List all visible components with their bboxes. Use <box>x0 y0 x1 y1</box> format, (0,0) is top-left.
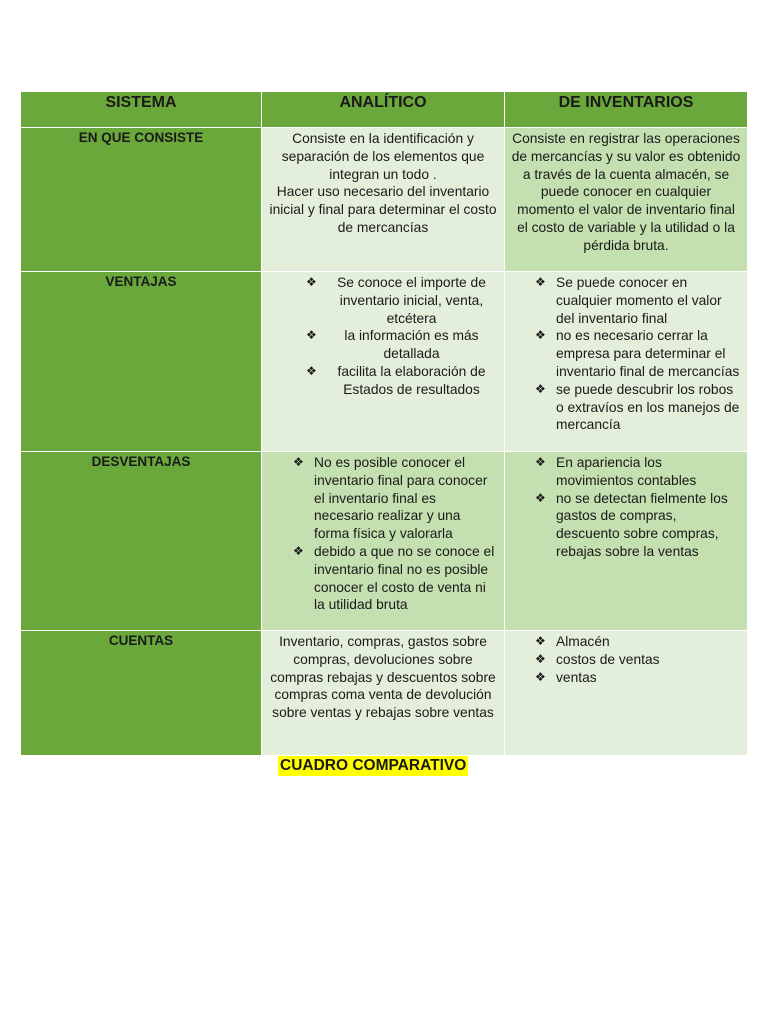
diamond-bullet-icon: ❖ <box>535 490 546 505</box>
list-item: ❖ no se detectan fielmente los gastos de compras, descuento sobre compras, rebajas sobre la ventas <box>535 490 728 559</box>
consiste-inventarios-cell <box>505 128 747 271</box>
diamond-bullet-icon: ❖ <box>535 669 546 684</box>
desventajas-analitico-list <box>262 452 504 614</box>
list-item: ❖ facilita la elaboración de Estados de resultados <box>306 363 486 397</box>
row-label-consiste: EN QUE CONSISTE <box>21 128 262 271</box>
list-item: ❖ la información es más detallada <box>306 328 479 362</box>
list-item: ❖ Se conoce el importe de inventario inicial, venta, etcétera <box>306 275 486 326</box>
ventajas-analitico-cell <box>262 272 505 451</box>
list-item: ❖ No es posible conocer el inventario final para conocer el inventario final es necesario realizar y una forma física y valorarla <box>293 455 488 542</box>
list-item: ❖ Almacén <box>535 634 610 649</box>
diamond-bullet-icon: ❖ <box>306 328 317 343</box>
cuentas-inventarios-list <box>505 631 747 686</box>
ventajas-inventarios-list <box>505 272 747 434</box>
row-label-cuentas: CUENTAS <box>21 631 262 755</box>
caption-title: CUADRO COMPARATIVO <box>280 757 467 774</box>
diamond-bullet-icon: ❖ <box>535 328 546 343</box>
cuentas-analitico-cell <box>262 631 505 755</box>
header-sistema: SISTEMA <box>21 92 262 127</box>
row-cuentas <box>21 631 747 755</box>
list-item: ❖ Se puede conocer en cualquier momento el valor del inventario final <box>535 275 722 326</box>
list-item: ❖ debido a que no se conoce el inventario final no es posible conocer el costo de venta ni la utilidad bruta <box>293 543 495 613</box>
list-item: ❖ se puede descubrir los robos o extravíos en los manejos de mercancía <box>535 381 740 433</box>
diamond-bullet-icon: ❖ <box>535 651 546 666</box>
desventajas-inventarios-list <box>505 452 747 561</box>
row-desventajas <box>21 452 747 631</box>
diamond-bullet-icon: ❖ <box>535 275 546 289</box>
ventajas-analitico-list <box>262 272 504 399</box>
diamond-bullet-icon: ❖ <box>535 634 546 648</box>
diamond-bullet-icon: ❖ <box>306 275 317 289</box>
header-inventarios: DE INVENTARIOS <box>505 92 747 127</box>
list-item: ❖ no es necesario cerrar la empresa para determinar el inventario final de mercancías <box>535 328 740 379</box>
consiste-inventarios-text: Consiste en registrar las operaciones de mercancías y su valor es obtenido a través de la cuenta almacén, se puede conocer en cualquier momento el valor de inventario final el costo de variable y la utilidad o la pérdida bruta. <box>511 131 741 253</box>
diamond-bullet-icon: ❖ <box>306 363 317 378</box>
consiste-analitico-text: Consiste en la identificación y separación de los elementos que integran un todo . <box>281 131 485 182</box>
list-item: ❖ ventas <box>535 669 597 685</box>
comparison-table <box>21 92 747 755</box>
row-en-que-consiste <box>21 128 747 272</box>
header-analitico: ANALÍTICO <box>262 92 505 127</box>
list-item: ❖ costos de ventas <box>535 651 660 667</box>
diamond-bullet-icon: ❖ <box>535 381 546 396</box>
diamond-bullet-icon: ❖ <box>293 543 304 558</box>
consiste-analitico-cell <box>262 128 505 271</box>
diamond-bullet-icon: ❖ <box>293 455 304 469</box>
cuentas-analitico-text: Inventario, compras, gastos sobre compras, devoluciones sobre compras rebajas y descuentos sobre compras coma venta de devolución sobre ventas y rebajas sobre ventas <box>270 634 496 721</box>
row-label-desventajas: DESVENTAJAS <box>21 452 262 630</box>
cuentas-inventarios-cell <box>505 631 747 755</box>
table-header-row <box>21 92 747 128</box>
list-item: ❖ En apariencia los movimientos contables <box>535 455 697 488</box>
row-label-ventajas: VENTAJAS <box>21 272 262 451</box>
consiste-analitico-text-2: Hacer uso necesario del inventario inicial y final para determinar el costo de mercancías <box>269 184 497 235</box>
row-ventajas <box>21 272 747 452</box>
ventajas-inventarios-cell <box>505 272 747 451</box>
desventajas-analitico-cell <box>262 452 505 630</box>
diamond-bullet-icon: ❖ <box>535 455 546 469</box>
desventajas-inventarios-cell <box>505 452 747 630</box>
